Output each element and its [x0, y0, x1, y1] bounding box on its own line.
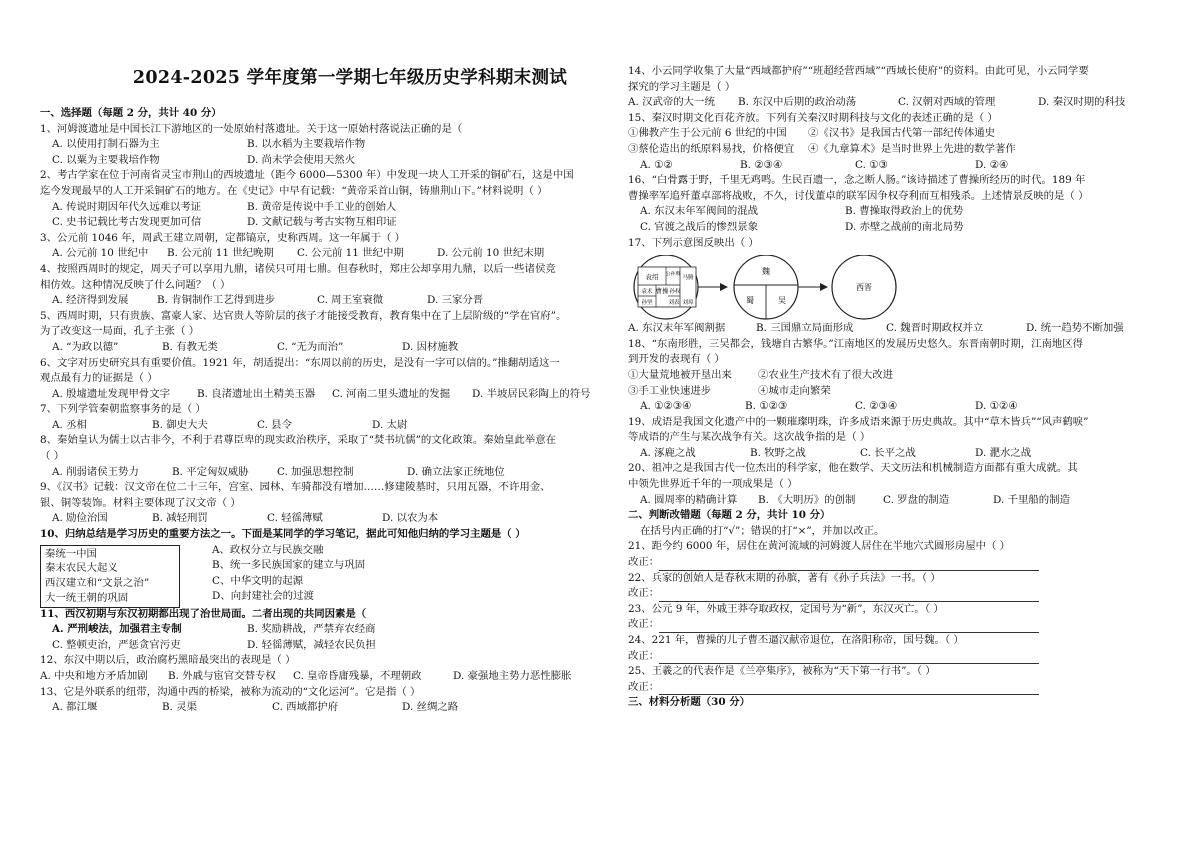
correction-line — [628, 649, 1184, 665]
option: B. 良渚遗址出土精美玉器 — [197, 387, 316, 400]
option: C. ②③④ — [855, 400, 898, 413]
option: B. 东汉中后期的政治动荡 — [738, 96, 857, 109]
option: B. 有教无类 — [162, 340, 218, 353]
option: B. 以水稻为主要栽培作物 — [247, 138, 366, 151]
options-row — [628, 220, 1184, 236]
question-16: 16、“白骨露于野，千里无鸡鸣。生民百遗一，念之断人肠。”该诗描述了曹操所经历的时代。189 年 — [628, 174, 1086, 187]
era-diagram — [628, 255, 1184, 319]
option: B. 外戚与宦官交替专权 — [168, 670, 276, 682]
section-heading: 一、选择题（每题 2 分，共计 40 分） — [40, 107, 222, 119]
correction-line — [628, 586, 1184, 602]
question-20: 20、祖冲之是我国古代一位杰出的科学家，他在数学、天文历法和机械制造方面都有重大成就。其 — [628, 462, 1078, 475]
option: C. 整顿吏治，严惩贪官污吏 — [52, 638, 181, 651]
option: C. 西域都护府 — [272, 701, 339, 714]
option: A. 东汉末年军阀割据 — [628, 322, 726, 335]
arrow-head — [820, 283, 828, 291]
item: ②《汉书》是我国古代第一部纪传体通史 — [808, 127, 996, 140]
option: C. 轻徭薄赋 — [267, 512, 323, 525]
option: D. 因材施教 — [402, 340, 459, 353]
page-title: 2024-2025 学年度第一学期七年级历史学科期末测试 — [132, 68, 568, 88]
option: B. 御史大夫 — [152, 418, 208, 431]
option: A. ①② — [640, 158, 673, 171]
option: A. “为政以德” — [52, 340, 119, 353]
options-row — [628, 321, 1184, 337]
option: A. 圆周率的精确计算 — [640, 493, 738, 506]
question-13: 13、它是外联系的纽带，沟通中西的桥梁，被称为流动的“文化运河”。它是指（ ） — [40, 685, 421, 698]
options-row — [40, 200, 605, 216]
answer-blank[interactable] — [659, 652, 1039, 664]
question-20-cont: 中领先世界近千年的一项成果是（ ） — [628, 478, 798, 491]
options-row — [40, 622, 605, 638]
left-column — [40, 106, 605, 716]
option: A. 励俭治国 — [52, 512, 108, 525]
correction-line — [628, 555, 1184, 571]
option: A. 殷墟遗址发现甲骨文字 — [52, 387, 171, 400]
option: B. 公元前 11 世纪晚期 — [167, 247, 274, 260]
item: ③蔡伦造出的纸原料易找，价格便宜 — [628, 142, 795, 155]
correction-label: 改正： — [628, 680, 660, 693]
kingdom-label: 蜀 — [746, 296, 754, 306]
question-5: 5、西周时期，只有贵族、富豪人家、达官贵人等阶层的孩子才能接受教育，教育集中在了上层阶级的“学在官府”。 — [40, 309, 567, 322]
question-12: 12、东汉中期以后，政治腐朽黑暗最突出的表现是（ ） — [40, 654, 296, 667]
option: D. 三家分晋 — [427, 294, 484, 307]
option: C. 史书记载比考古发现更加可信 — [52, 216, 202, 229]
warlord-label: 孙坚 — [641, 300, 653, 307]
question-10-options — [212, 543, 365, 605]
era-diagram-svg — [628, 255, 928, 321]
items-row — [628, 142, 1184, 158]
options-row — [40, 638, 605, 654]
note-line: 秦统一中国 — [45, 547, 97, 560]
question-19: 19、成语是我国文化遗产中的一颗璀璨明珠，许多成语来源于历史典故。其中“草木皆兵”“风声鹤唳” — [628, 415, 1089, 428]
correction-label: 改正： — [628, 618, 660, 631]
item: ④《九章算术》是当时世界上先进的数学著作 — [808, 142, 1016, 155]
question-21: 21、距今约 6000 年，居住在黄河流域的河姆渡人居住在半地穴式圆形房屋中（ ） — [628, 540, 1011, 553]
option: D. 太尉 — [372, 418, 408, 431]
option: B. 肯铜制作工艺得到进步 — [157, 294, 276, 307]
option: B. 《大明历》的创制 — [758, 493, 856, 506]
question-24: 24、221 年，曹操的儿子曹丕逼汉献帝退位，在洛阳称帝，国号魏。（ ） — [628, 634, 964, 646]
question-11: 11、西汉初期与东汉初期都出现了治世局面。二者出现的共同因素是（ — [40, 607, 367, 620]
options-row — [40, 669, 605, 685]
question-15: 15、秦汉时期文化百花齐放。下列有关秦汉时期科技与文化的表述正确的是（ ） — [628, 111, 998, 124]
option: C. ①③ — [855, 158, 888, 171]
correction-line — [628, 617, 1184, 633]
option: D、向封建社会的过渡 — [212, 590, 314, 603]
question-16-cont: 曹操率军追歼董卓部将战败，不久，讨伐董卓的联军因争权夺利而互相残杀。上述情景反映的是（ ） — [628, 189, 1089, 202]
option: D. 丝绸之路 — [402, 701, 459, 714]
option: A. 汉武帝的大一统 — [628, 96, 715, 109]
option: B. ②③④ — [740, 158, 783, 171]
question-19-cont: 等成语的产生与某次战争有关。这次战争指的是（ ） — [628, 431, 871, 444]
option: D. 淝水之战 — [975, 446, 1032, 459]
question-6: 6、文字对历史研究具有重要价值。1921 年，胡适提出：“东周以前的历史，是没有一字可以信的。”推翻胡适这一 — [40, 356, 560, 369]
option: C. 皇帝昏庸残暴，不理朝政 — [293, 670, 422, 682]
option: B. 奖励耕战，严禁弃农经商 — [247, 623, 376, 636]
options-row — [628, 95, 1184, 111]
options-row — [40, 511, 605, 527]
question-3: 3、公元前 1046 年，周武王建立周朝，定都镐京，史称西周。这一年属于（ ） — [40, 231, 406, 244]
correction-label: 改正： — [628, 587, 660, 600]
option: A. ①②③④ — [640, 400, 692, 413]
option: D. 半坡居民彩陶上的符号 — [472, 387, 591, 400]
option: A、政权分立与民族交融 — [212, 543, 324, 556]
option: A. 严刑峻法，加强君主专制 — [52, 623, 182, 636]
option: A. 传说时期因年代久远难以考证 — [52, 200, 202, 213]
options-row — [40, 215, 605, 231]
note-line: 秦末农民大起义 — [45, 562, 118, 575]
section-note: 在括号内正确的打“√”；错误的打“×”，并加以改正。 — [640, 524, 885, 537]
question-5-cont: 为了改变这一局面，孔子主张（ ） — [40, 325, 200, 338]
warlord-label: 刘璋 — [682, 300, 694, 307]
items-row — [628, 384, 1184, 400]
option: B、统一多民族国家的建立与巩固 — [212, 559, 366, 572]
options-row — [40, 246, 605, 262]
kingdom-label: 魏 — [762, 267, 770, 277]
question-10: 10、归纳总结是学习历史的重要方法之一。下面是某同学的学习笔记，据此可知他归纳的学习主题是（ ） — [40, 528, 526, 541]
option: C. 县令 — [257, 418, 292, 431]
options-row — [40, 418, 605, 434]
options-row — [628, 493, 1184, 509]
question-14: 14、小云同学收集了大量“西域都护府”“班超经营西域”“西域长使府”的资料。由此可见，小云同学要 — [628, 65, 1089, 77]
note-line: 西汉建立和“文景之治” — [45, 577, 150, 590]
question-25: 25、王羲之的代表作是《兰亭集序》，被称为“天下第一行书”。（ ） — [628, 665, 936, 678]
question-4-cont: 相仿效。这种情况反映了什么问题？（ ） — [40, 278, 231, 291]
warlord-label: 袁绍 — [645, 273, 659, 282]
options-row — [628, 446, 1184, 462]
item: ①大量荒地被开垦出来 — [628, 368, 732, 381]
options-row — [40, 137, 605, 153]
option: A. 丞相 — [52, 418, 87, 431]
option: B. ①②③ — [745, 400, 788, 413]
question-9: 9、《汉书》记载：汉文帝在位二十三年，宫室、园林、车骑都没有增加……修建陵墓时，只用瓦器，不许用金、 — [40, 481, 551, 494]
question-2: 2、考古学家在位于河南省灵宝市荆山的西坡遗址（距今 6000—5300 年）中发现一块人工开采的铜矿石，这是中国 — [40, 169, 574, 182]
question-8: 8、秦始皇认为儒士以古非今，不利于君尊臣卑的现实政治秩序，采取了“焚书坑儒”的文化政策。秦始皇此举意在 — [40, 434, 556, 447]
question-17: 17、下列示意图反映出（ ） — [628, 236, 759, 249]
right-column — [628, 64, 1184, 711]
option: C. “无为而治” — [277, 340, 344, 353]
kingdom-label: 吴 — [778, 296, 786, 306]
question-23: 23、公元 9 年，外戚王莽夺取政权，定国号为“新”，东汉灭亡。（ ） — [628, 602, 944, 615]
question-1: 1、河姆渡遗址是中国长江下游地区的一处原始村落遗址。关于这一原始村落说法正确的是（ — [40, 122, 463, 135]
options-row — [628, 158, 1184, 174]
study-note-box — [40, 545, 180, 608]
answer-blank[interactable] — [659, 683, 1039, 695]
option: B. 黄帝是传说中手工业的创始人 — [247, 200, 397, 213]
option: A. 削弱诸侯王势力 — [52, 465, 139, 478]
option: D. 确立法家正统地位 — [407, 465, 505, 478]
item: ②农业生产技术有了很大改进 — [758, 368, 894, 381]
option: C. 罗盘的制造 — [883, 493, 950, 506]
option: C. 官渡之战后的惨烈景象 — [640, 220, 759, 233]
option: D. 统一趋势不断加强 — [1026, 322, 1124, 335]
option: D. 尚未学会使用天然火 — [247, 153, 356, 166]
warlord-label: 马腾 — [682, 275, 694, 282]
correction-label: 改正： — [628, 556, 660, 569]
options-row — [40, 293, 605, 309]
western-jin-label: 西晋 — [856, 283, 872, 293]
option: B. 三国鼎立局面形成 — [756, 322, 854, 335]
question-7: 7、下列学管秦朝监察事务的是（ ） — [40, 403, 206, 416]
arrow-head — [720, 283, 728, 291]
answer-blank[interactable] — [659, 621, 1039, 633]
option: A. 以使用打制石器为主 — [52, 138, 160, 151]
option: D. ②④ — [975, 158, 1009, 171]
option: A. 涿鹿之战 — [640, 446, 696, 459]
answer-blank[interactable] — [659, 559, 1039, 571]
options-row — [40, 153, 605, 169]
question-10-block — [40, 543, 605, 607]
option: D. 秦汉时期的科技 — [1038, 96, 1126, 109]
item: ④城市走向繁荣 — [758, 384, 831, 397]
option: C. 长平之战 — [860, 446, 916, 459]
option: D. 以农为本 — [382, 512, 439, 525]
option: A. 东汉末年军阀间的混战 — [640, 205, 759, 218]
items-row — [628, 368, 1184, 384]
option: D. ①②④ — [975, 400, 1018, 413]
question-2-cont: 迄今发现最早的人工开采铜矿石的地方。在《史记》中早有记载：“黄帝采首山铜，铸鼎荆山下。”材料说明（ ） — [40, 184, 548, 197]
question-18: 18、“东南形胜，三吴都会，钱塘自古繁华。”江南地区的发展历史悠久。东晋南朝时期，江南地区得 — [628, 337, 1084, 350]
options-row — [628, 204, 1184, 220]
question-14-cont: 探究的学习主题是（ ） — [628, 80, 736, 93]
item: ③手工业快速进步 — [628, 384, 712, 397]
option: D. 千里船的制造 — [993, 493, 1070, 506]
option: A. 都江堰 — [52, 701, 98, 714]
option: C. 以粟为主要栽培作物 — [52, 153, 160, 166]
option: C. 公元前 11 世纪中期 — [297, 247, 404, 260]
options-row — [40, 700, 605, 716]
option: C. 魏晋时期政权并立 — [886, 322, 984, 335]
option: C. 周王室衰微 — [317, 294, 384, 307]
option: B. 牧野之战 — [750, 446, 806, 459]
correction-label: 改正： — [628, 649, 660, 662]
option: D. 豪强地主势力恶性膨胀 — [453, 670, 572, 682]
option: B. 曹操取得政治上的优势 — [845, 205, 964, 218]
option: C. 河南二里头遗址的发掘 — [332, 387, 451, 400]
option: D. 赤壁之战前的南北局势 — [845, 220, 964, 233]
option: C. 汉朝对西域的管理 — [898, 96, 996, 109]
question-18-cont: 到开发的表现有（ ） — [628, 353, 725, 366]
options-row — [628, 399, 1184, 415]
option: D. 公元前 10 世纪末期 — [437, 247, 545, 260]
section-heading: 三、材料分析题（30 分） — [628, 696, 750, 709]
note-line: 大一统王朝的巩固 — [45, 592, 129, 605]
item: ①佛教产生于公元前 6 世纪的中国 — [628, 127, 787, 140]
option: D. 文献记载与考古实物互相印证 — [247, 216, 397, 229]
option: D. 轻徭薄赋，减轻农民负担 — [247, 638, 376, 651]
question-6-cont: 观点最有力的证据是（ ） — [40, 372, 158, 385]
question-9-cont: 银、铜等装饰。材料主要体现了汉文帝（ ） — [40, 496, 241, 509]
warlord-label: 曹操 — [655, 287, 669, 296]
warlord-label: 袁术 — [641, 289, 653, 296]
items-row — [628, 126, 1184, 142]
warlord-label: 公孙瓒 — [665, 272, 681, 278]
question-22: 22、兵家的创始人是春秋末期的孙膑，著有《孙子兵法》一书。（ ） — [628, 571, 941, 584]
option: B. 灵渠 — [162, 701, 198, 714]
options-row — [40, 340, 605, 356]
section-heading: 二、判断改错题（每题 2 分，共计 10 分） — [628, 509, 831, 522]
option: C. 加强思想控制 — [277, 465, 354, 478]
question-8-cont: （ ） — [40, 450, 65, 463]
correction-line — [628, 680, 1184, 696]
option: B. 减轻刑罚 — [152, 512, 208, 525]
option: A. 经济得到发展 — [52, 294, 129, 307]
options-row — [40, 387, 605, 403]
option: C、中华文明的起源 — [212, 574, 304, 587]
question-4: 4、按照西周时的规定，周天子可以享用九鼎，诸侯只可用七鼎。但春秋时，郑庄公却享用九鼎，以后一些诸侯竞 — [40, 262, 556, 275]
warlord-label: 刘表 — [668, 300, 680, 307]
option: A. 中央和地方矛盾加剧 — [40, 670, 148, 682]
options-row — [40, 465, 605, 481]
warlord-label: 孙权 — [669, 289, 681, 296]
answer-blank[interactable] — [659, 590, 1039, 602]
option: A. 公元前 10 世纪中 — [52, 247, 149, 260]
option: B. 平定匈奴威胁 — [172, 465, 249, 478]
